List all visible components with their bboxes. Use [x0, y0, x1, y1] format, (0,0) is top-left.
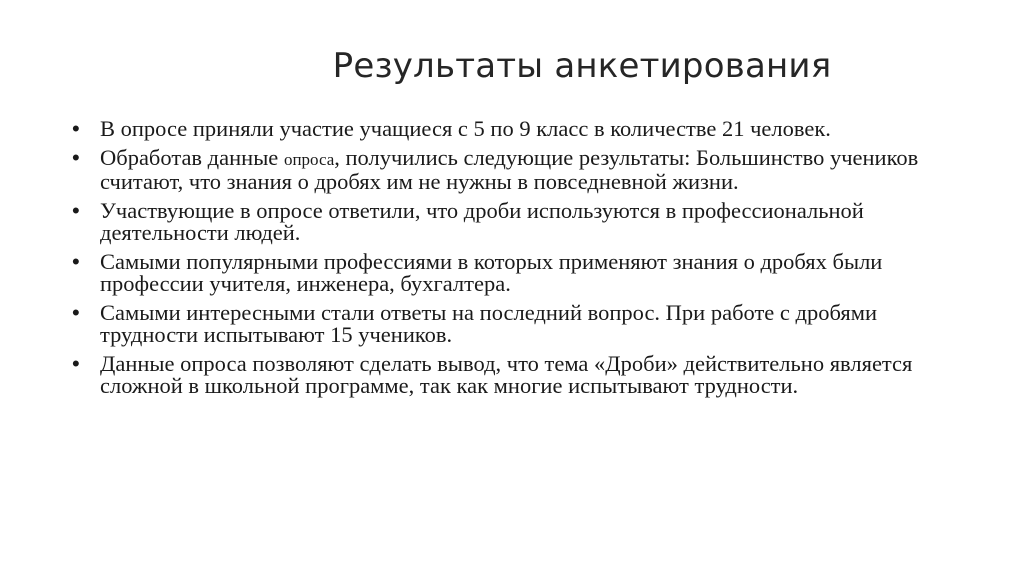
bullet-text: Данные опроса позволяют сделать вывод, что тема «Дроби» действительно является сложной в школьной программе, так как многие испытывают трудности.: [100, 351, 913, 398]
bullet-icon: •: [72, 116, 80, 141]
bullet-text: Участвующие в опросе ответили, что дроби используются в профессиональной деятельности людей.: [100, 198, 864, 245]
slide-title: Результаты анкетирования: [332, 46, 832, 86]
bullet-icon: •: [72, 249, 80, 274]
bullet-item: [70, 147, 930, 193]
bullet-text-part: , получились следующие результаты: Большинство учеников считают, что знания о дробях им не нужны в повседневной жизни.: [100, 145, 919, 194]
bullet-text: Самыми популярными профессиями в которых применяют знания о дробях были профессии учителя, инженера, бухгалтера.: [100, 249, 883, 296]
bullet-item: [70, 251, 930, 295]
bullet-item: [70, 118, 930, 140]
bullet-text-small: опроса: [283, 150, 335, 169]
bullet-icon: •: [72, 300, 80, 325]
bullet-list: [70, 118, 930, 404]
bullet-item: [70, 302, 930, 346]
bullet-icon: •: [72, 351, 80, 376]
bullet-text: В опросе приняли участие учащиеся с 5 по 9 класс в количестве 21 человек.: [100, 116, 831, 141]
bullet-text: Самыми интересными стали ответы на последний вопрос. При работе с дробями трудности испытывают 15 учеников.: [100, 300, 877, 347]
bullet-item: [70, 200, 930, 244]
bullet-icon: •: [72, 198, 80, 223]
bullet-text-part: Обработав данные: [100, 145, 284, 170]
bullet-icon: •: [72, 145, 80, 170]
bullet-item: [70, 353, 930, 397]
